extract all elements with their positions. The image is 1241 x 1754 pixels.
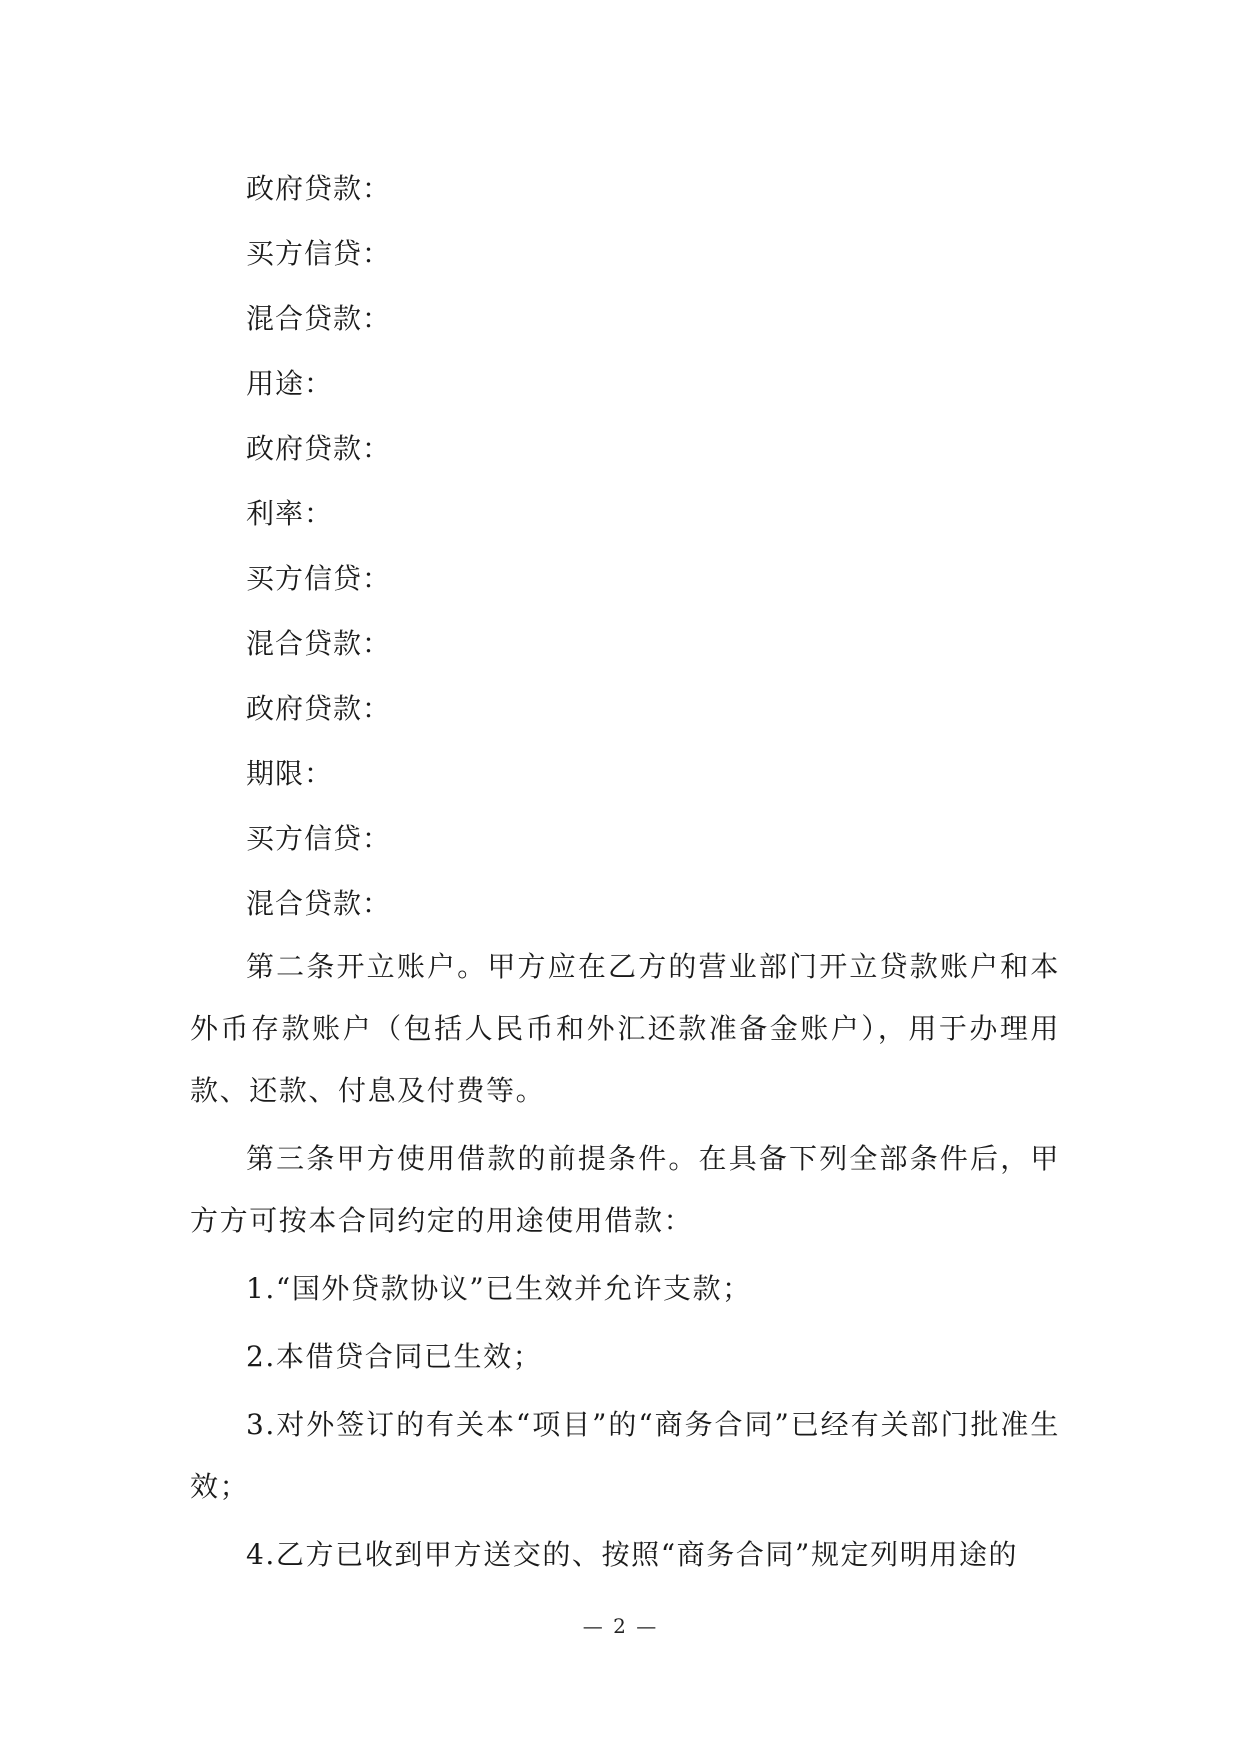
field-label-buyer-credit: 买方信贷： bbox=[246, 562, 392, 595]
condition-3: 3.对外签订的有关本“项目”的“商务合同”已经有关部门批准生效； bbox=[190, 1408, 1060, 1503]
field-label-mixed-loan: 混合贷款： bbox=[246, 627, 392, 660]
condition-1: 1.“国外贷款协议”已生效并允许支款； bbox=[246, 1272, 752, 1305]
field-label-buyer-credit: 买方信贷： bbox=[246, 822, 392, 855]
condition-4: 4.乙方已收到甲方送交的、按照“商务合同”规定列明用途的 bbox=[246, 1538, 1019, 1571]
field-label-mixed-loan: 混合贷款： bbox=[246, 887, 392, 920]
page-number: — 2 — bbox=[582, 1614, 659, 1638]
article-2-paragraph: 第二条开立账户。甲方应在乙方的营业部门开立贷款账户和本外币存款账户（包括人民币和外汇还款准备金账户），用于办理用款、还款、付息及付费等。 bbox=[190, 950, 1060, 1107]
field-label-buyer-credit: 买方信贷： bbox=[246, 237, 392, 270]
field-label-government-loan: 政府贷款： bbox=[246, 692, 392, 725]
condition-2: 2.本借贷合同已生效； bbox=[246, 1340, 543, 1373]
field-label-term: 期限： bbox=[246, 757, 334, 790]
field-label-mixed-loan: 混合贷款： bbox=[246, 302, 392, 335]
document-body bbox=[190, 156, 1060, 1586]
field-label-government-loan: 政府贷款： bbox=[246, 432, 392, 465]
field-label-purpose: 用途： bbox=[246, 367, 334, 400]
article-3-paragraph: 第三条甲方使用借款的前提条件。在具备下列全部条件后，甲方方可按本合同约定的用途使用借款： bbox=[190, 1142, 1060, 1237]
field-label-government-loan: 政府贷款： bbox=[246, 172, 392, 205]
field-label-interest-rate: 利率： bbox=[246, 497, 334, 530]
